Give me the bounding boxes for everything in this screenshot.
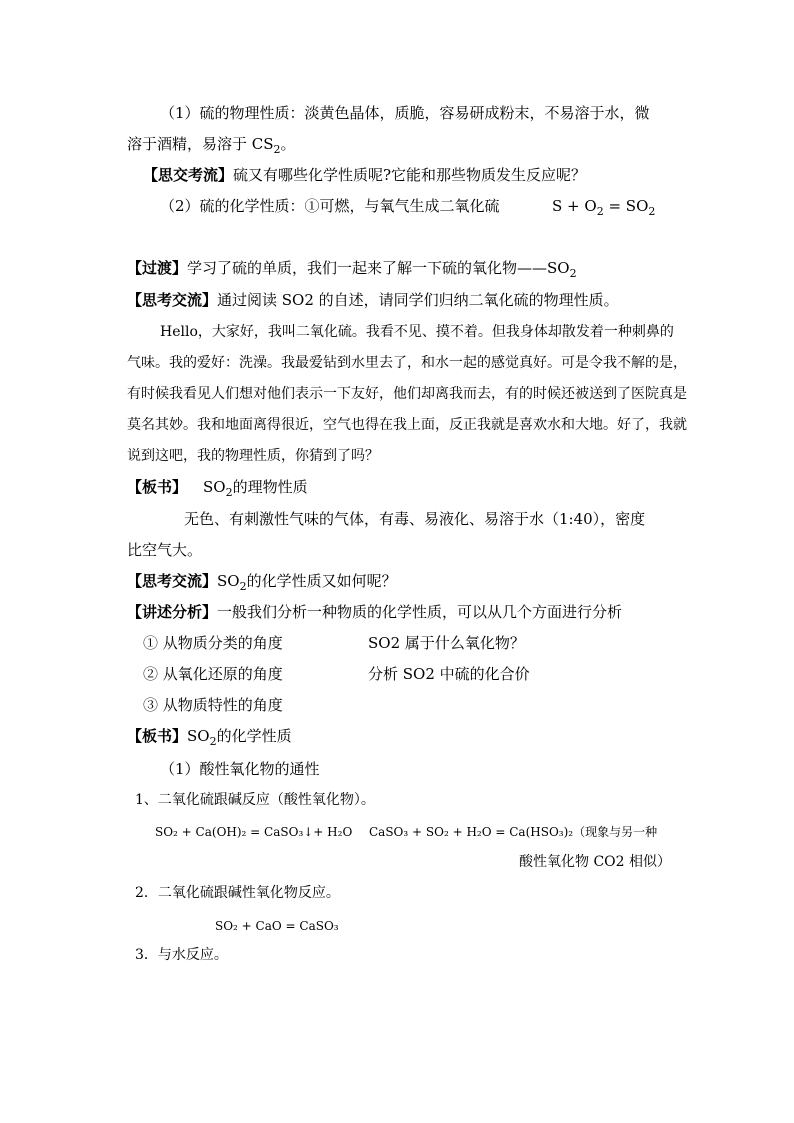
blackboard-chemical-title: 【板书】$SO_2$的化学性质 (127, 727, 292, 748)
analysis-item-1: ① 从物质分类的角度 (143, 634, 283, 652)
equation-caso3-so2-h2o: CaSO₃ + SO₂ + H₂O = Ca(HSO₃)₂（现象与另一种 (369, 825, 658, 839)
physical-properties-summary-1: 无色、有刺激性气味的气体，有毒、易液化、易溶于水（1:40），密度 (184, 510, 646, 528)
analysis-item-2-note: 分析 SO2 中硫的化合价 (368, 665, 530, 683)
self-description-line-5: 说到这吧，我的物理性质，你猜到了吗？ (127, 448, 379, 464)
discussion-line: 【思交考流】硫又有哪些化学性质呢?它能和那些物质发生反应呢？ (143, 166, 587, 184)
physical-properties-line-2: 溶于酒精，易溶于 $CS_2$。 (127, 135, 296, 156)
self-description-line-3: 有时候我看见人们想对他们表示一下友好，他们却离我而去，有的时候还被送到了医院真是 (127, 386, 687, 402)
equation-so2-caoh2: SO₂ + Ca(OH)₂ = CaSO₃↓+ H₂O (155, 825, 353, 839)
reaction-with-water-heading: 3．与水反应。 (135, 947, 228, 963)
blackboard-physical-title: 【板书】 $SO_2$的理物性质 (127, 478, 308, 499)
self-description-line-1: Hello，大家好，我叫二氧化硫。我看不见、摸不着。但我身体却散发着一种刺鼻的 (160, 324, 674, 340)
equation-so2-cao: SO₂ + CaO = CaSO₃ (215, 919, 339, 933)
reaction-with-base-heading: 1、二氧化硫跟碱反应（酸性氧化物）。 (135, 792, 375, 808)
chemical-question-line: 【思考交流】$SO_2$的化学性质又如何呢？ (127, 572, 397, 593)
equation-note: 酸性氧化物 CO2 相似） (519, 854, 671, 870)
physical-properties-summary-2: 比空气大。 (127, 541, 203, 559)
chemical-properties-line: （2）硫的化学性质：①可燃，与氧气生成二氧化硫 (160, 197, 500, 215)
analysis-item-3: ③ 从物质特性的角度 (143, 696, 283, 714)
combustion-equation: $S + O_2 = SO_2$ (552, 197, 656, 218)
physical-properties-line-1: （1）硫的物理性质：淡黄色晶体，质脆，容易研成粉末，不易溶于水，微 (160, 104, 650, 122)
self-description-line-2: 气味。我的爱好：洗澡。我最爱钻到水里去了，和水一起的感觉真好。可是令我不解的是， (127, 355, 687, 371)
self-description-line-4: 莫名其妙。我和地面离得很近，空气也得在我上面，反正我就是喜欢水和大地。好了，我就 (127, 417, 687, 433)
reaction-with-basic-oxide-heading: 2．二氧化硫跟碱性氧化物反应。 (135, 885, 340, 901)
transition-line: 【过渡】学习了硫的单质，我们一起来了解一下硫的氧化物$——SO_2$ (127, 259, 577, 280)
analysis-line: 【讲述分析】一般我们分析一种物质的化学性质，可以从几个方面进行分析 (127, 603, 623, 621)
analysis-item-2: ② 从氧化还原的角度 (143, 665, 283, 683)
think-exchange-line: 【思考交流】通过阅读 SO2 的自述，请同学们归纳二氧化硫的物理性质。 (127, 291, 619, 309)
acidic-oxide-heading: （1）酸性氧化物的通性 (160, 760, 320, 778)
analysis-item-1-note: SO2 属于什么氧化物？ (368, 634, 525, 652)
